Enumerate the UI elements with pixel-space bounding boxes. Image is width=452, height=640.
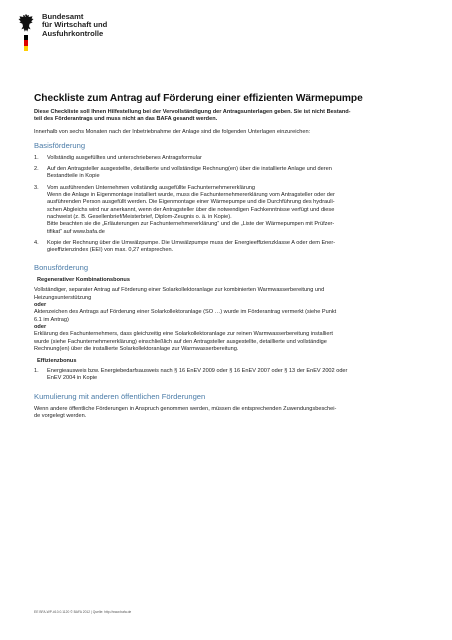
federal-eagle-icon bbox=[18, 13, 34, 33]
authority-line: Ausfuhrkontrolle bbox=[42, 28, 104, 38]
list-number: 3. bbox=[34, 184, 39, 191]
authority-name bbox=[42, 13, 107, 38]
list-number: 2. bbox=[34, 166, 39, 173]
list-text: Vollständig ausgefülltes und unterschriebenes Antragsformular bbox=[47, 154, 202, 161]
subheading-effizienzbonus: Effizienzbonus bbox=[37, 358, 77, 365]
effizienz-list bbox=[34, 368, 434, 383]
section-heading-basis: Basisförderung bbox=[34, 140, 86, 150]
flag-stripes bbox=[24, 35, 28, 51]
bonus-text-1: Vollständiger, separater Antrag auf Förderung einer Solarkollektoranlage zur kombinierten Warmwasserbereitung und Heizungsunterstützung bbox=[34, 287, 325, 301]
or-label: oder bbox=[34, 323, 47, 330]
header bbox=[18, 13, 107, 51]
logo bbox=[18, 13, 34, 51]
intro-text: Innerhalb von sechs Monaten nach der Inbetriebnahme der Anlage sind die folgenden Unterlagen einzureichen: bbox=[34, 128, 311, 135]
section-heading-bonus: Bonusförderung bbox=[34, 263, 89, 273]
list-text: Kopie der Rechnung über die Umwälzpumpe. Die Umwälzpumpe muss der Energieeffizienzklasse A oder dem Ener- gieeffizienzindex (EEI) von max. 0,27 entsprechen. bbox=[47, 239, 336, 254]
footer-reference: EE BFA-WP-#10.0.1120 © BAFA 2012 | Quelle: http://www.bafa.de bbox=[34, 610, 132, 614]
list-item bbox=[34, 240, 434, 255]
bonus-text-3: Erklärung des Fachunternehmers, dass gleichzeitig eine Solarkollektoranlage zur reinen Warmwasserbereitung installiert wurde (siehe Fachunternehmererklärung) einschließlich auf den Antragsteller ausgestellte, detaillierte und vollständige Rechnung(en) über die installierte Solarkollektoranlage zur Warmwasserbereitung. bbox=[34, 331, 333, 352]
list-item bbox=[34, 166, 434, 181]
list-item bbox=[34, 185, 434, 236]
document-title: Checkliste zum Antrag auf Förderung einer effizienten Wärmepumpe bbox=[34, 93, 363, 104]
list-number: 4. bbox=[34, 239, 39, 246]
authority-line: Bundesamt bbox=[42, 12, 84, 21]
subheading-kombinationsbonus: Regenerativer Kombinationsbonus bbox=[37, 277, 130, 284]
or-label: oder bbox=[34, 302, 47, 309]
list-number: 1. bbox=[34, 154, 39, 161]
list-number: 1. bbox=[34, 368, 39, 375]
bonus-text-2: Aktenzeichen des Antrags auf Förderung einer Solarkollektoranlage (SO …) wurde im Förderantrag vermerkt (siehe Punkt 6.1 im Antrag) bbox=[34, 309, 337, 323]
authority-line: für Wirtschaft und bbox=[42, 20, 108, 30]
list-item bbox=[34, 368, 434, 383]
list-item bbox=[34, 155, 434, 162]
list-text: Energieausweis bzw. Energiebedarfsausweis nach § 16 EnEV 2009 oder § 16 EnEV 2007 oder § 13 der EnEV 2002 oder EnEV 2004 in Kopie bbox=[47, 368, 348, 382]
flag-stripe-gold bbox=[24, 46, 28, 51]
section-heading-kumulierung: Kumulierung mit anderen öffentlichen Förderungen bbox=[34, 391, 206, 401]
list-text: Auf den Antragsteller ausgestellte, detaillierte und vollständige Rechnung(en) über die installierte Anlage und deren Bestandteile in Kopie bbox=[47, 166, 332, 180]
kumulierung-text: Wenn andere öffentliche Förderungen in Anspruch genommen werden, müssen die entsprechenden Zuwendungsbeschei- de vorgelegt werden. bbox=[34, 405, 337, 420]
list-text: Vom ausführenden Unternehmen vollständig ausgefüllte Fachunternehmererklärung Wenn die Anlage in Eigenmontage installiert wurde, muss die Fachunternehmererklärung vom Antragsteller oder der ausführenden Person ausgefüllt werden. Die Eigenmontage einer Wärmepumpe und die Durchführung des hydrauli- schen Abgleichs wird nur anerkannt, wenn der Antragsteller über die notwendigen Fachkenntnisse verfügt und diese nachweist (z. B. Gesellenbrief/Meisterbrief, Diplom-Zeugnis o. ä. in Kopie). Bitte beachten sie die „Erläuterungen zur Fachunternehmererklärung“ und die „Liste der Wärmepumpen mit Prüfzer- tifikat“ auf www.bafa.de bbox=[47, 184, 335, 235]
document-body bbox=[34, 93, 434, 420]
basis-list bbox=[34, 155, 434, 255]
intro-bold: Diese Checkliste soll Ihnen Hilfestellung bei der Vervollständigung der Antragsunterlagen geben. Sie ist nicht Bestand- teil des Förderantrags und muss nicht an das BAFA gesandt werden. bbox=[34, 109, 351, 123]
